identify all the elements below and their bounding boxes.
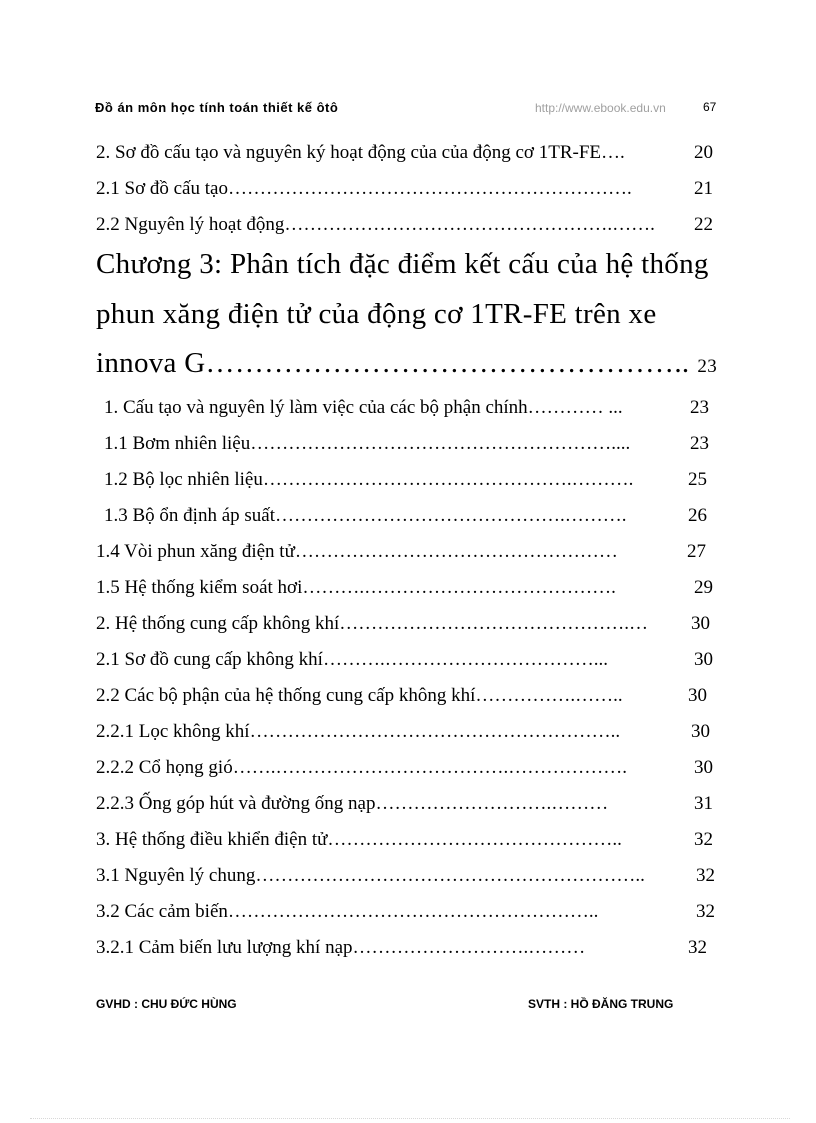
toc-entry-page: 32 bbox=[696, 865, 715, 886]
toc-entry-page: 25 bbox=[688, 469, 707, 490]
toc-entry-page: 30 bbox=[688, 685, 707, 706]
toc-entry-page: 30 bbox=[694, 757, 713, 778]
toc-entry-text: 2. Sơ đồ cấu tạo và nguyên ký hoạt động của của động cơ 1TR-FE…. bbox=[96, 142, 625, 163]
page-bottom-divider bbox=[30, 1118, 790, 1119]
chapter-page: 23 bbox=[697, 356, 718, 377]
footer-supervisor: GVHD : CHU ĐỨC HÙNG bbox=[96, 997, 237, 1011]
toc-entry bbox=[96, 577, 713, 599]
toc-entry-page: 32 bbox=[696, 901, 715, 922]
toc-entry-text: 1. Cấu tạo và nguyên lý làm việc của các bộ phận chính………… ... bbox=[104, 397, 623, 418]
toc-entry bbox=[96, 757, 713, 779]
toc-entry-text: 3. Hệ thống điều khiển điện tử……………………………………….. bbox=[96, 829, 622, 850]
toc-entry bbox=[96, 901, 715, 923]
toc-entry bbox=[96, 613, 710, 635]
toc-entry bbox=[96, 685, 707, 707]
header-url[interactable]: http://www.ebook.edu.vn bbox=[535, 101, 666, 115]
toc-entry-text: 1.4 Vòi phun xăng điện tử…………………………………………… bbox=[96, 541, 618, 562]
toc-entry bbox=[96, 721, 710, 743]
header-page-number: 67 bbox=[703, 100, 717, 114]
toc-entry bbox=[96, 937, 707, 959]
toc-entry-text: 3.2.1 Cảm biến lưu lượng khí nạp……………………….……… bbox=[96, 937, 586, 958]
toc-entry bbox=[96, 541, 706, 563]
toc-entry bbox=[96, 865, 715, 887]
toc-entry-text: 2. Hệ thống cung cấp không khí……………………………………….… bbox=[96, 613, 649, 634]
toc-entry-text: 1.5 Hệ thống kiểm soát hơi……….…………………………………. bbox=[96, 577, 616, 598]
toc-entry-page: 27 bbox=[687, 541, 706, 562]
chapter-heading-line2: phun xăng điện tử của động cơ 1TR-FE trên xe bbox=[96, 298, 657, 330]
toc-entry bbox=[96, 178, 713, 200]
toc-entry-text: 1.2 Bộ lọc nhiên liệu………………………………………….………. bbox=[104, 469, 634, 490]
toc-entry-text: 1.1 Bơm nhiên liệu………………………………………………….... bbox=[104, 433, 631, 454]
toc-entry-text: 2.2.1 Lọc không khí………………………………………………….. bbox=[96, 721, 621, 742]
toc-entry bbox=[104, 505, 707, 527]
toc-entry-page: 30 bbox=[691, 613, 710, 634]
toc-entry bbox=[104, 397, 709, 419]
toc-entry-text: 2.2.2 Cổ họng gió…….……………………………….………………. bbox=[96, 757, 627, 778]
chapter-heading-line3 bbox=[96, 347, 717, 380]
toc-entry-text: 2.1 Sơ đồ cấu tạo………………………………………………………. bbox=[96, 178, 632, 199]
toc-entry-text: 3.1 Nguyên lý chung…………………………………………………….. bbox=[96, 865, 645, 886]
toc-entry bbox=[96, 142, 713, 164]
toc-entry bbox=[96, 214, 713, 236]
toc-entry bbox=[96, 829, 713, 851]
toc-entry-page: 30 bbox=[694, 649, 713, 670]
toc-entry-page: 23 bbox=[690, 397, 709, 418]
toc-entry-text: 3.2 Các cảm biến………………………………………………….. bbox=[96, 901, 599, 922]
toc-entry-text: 1.3 Bộ ổn định áp suất……………………………………….………. bbox=[104, 505, 627, 526]
toc-entry-text: 2.2 Các bộ phận của hệ thống cung cấp không khí…………….…….. bbox=[96, 685, 623, 706]
toc-entry-page: 23 bbox=[690, 433, 709, 454]
toc-entry-page: 20 bbox=[694, 142, 713, 163]
footer-student: SVTH : HỒ ĐĂNG TRUNG bbox=[528, 997, 674, 1011]
toc-entry-page: 26 bbox=[688, 505, 707, 526]
toc-entry-page: 30 bbox=[691, 721, 710, 742]
toc-entry-page: 29 bbox=[694, 577, 713, 598]
toc-entry-page: 31 bbox=[694, 793, 713, 814]
toc-entry bbox=[104, 469, 707, 491]
toc-entry-page: 32 bbox=[688, 937, 707, 958]
chapter-heading-line1: Chương 3: Phân tích đặc điểm kết cấu của hệ thống bbox=[96, 248, 709, 280]
toc-entry bbox=[96, 793, 713, 815]
toc-entry-page: 32 bbox=[694, 829, 713, 850]
toc-entry bbox=[104, 433, 709, 455]
toc-entry-text: 2.2 Nguyên lý hoạt động…………………………………………….……. bbox=[96, 214, 655, 235]
toc-entry-text: 2.2.3 Ống góp hút và đường ống nạp……………………….……… bbox=[96, 793, 609, 814]
header-title: Đồ án môn học tính toán thiết kế ôtô bbox=[95, 100, 339, 115]
toc-entry-page: 21 bbox=[694, 178, 713, 199]
chapter-heading-line3-text: innova G………………………………………….. bbox=[96, 347, 690, 379]
toc-entry-page: 22 bbox=[694, 214, 713, 235]
toc-entry-text: 2.1 Sơ đồ cung cấp không khí……….……………………………... bbox=[96, 649, 608, 670]
toc-entry bbox=[96, 649, 713, 671]
